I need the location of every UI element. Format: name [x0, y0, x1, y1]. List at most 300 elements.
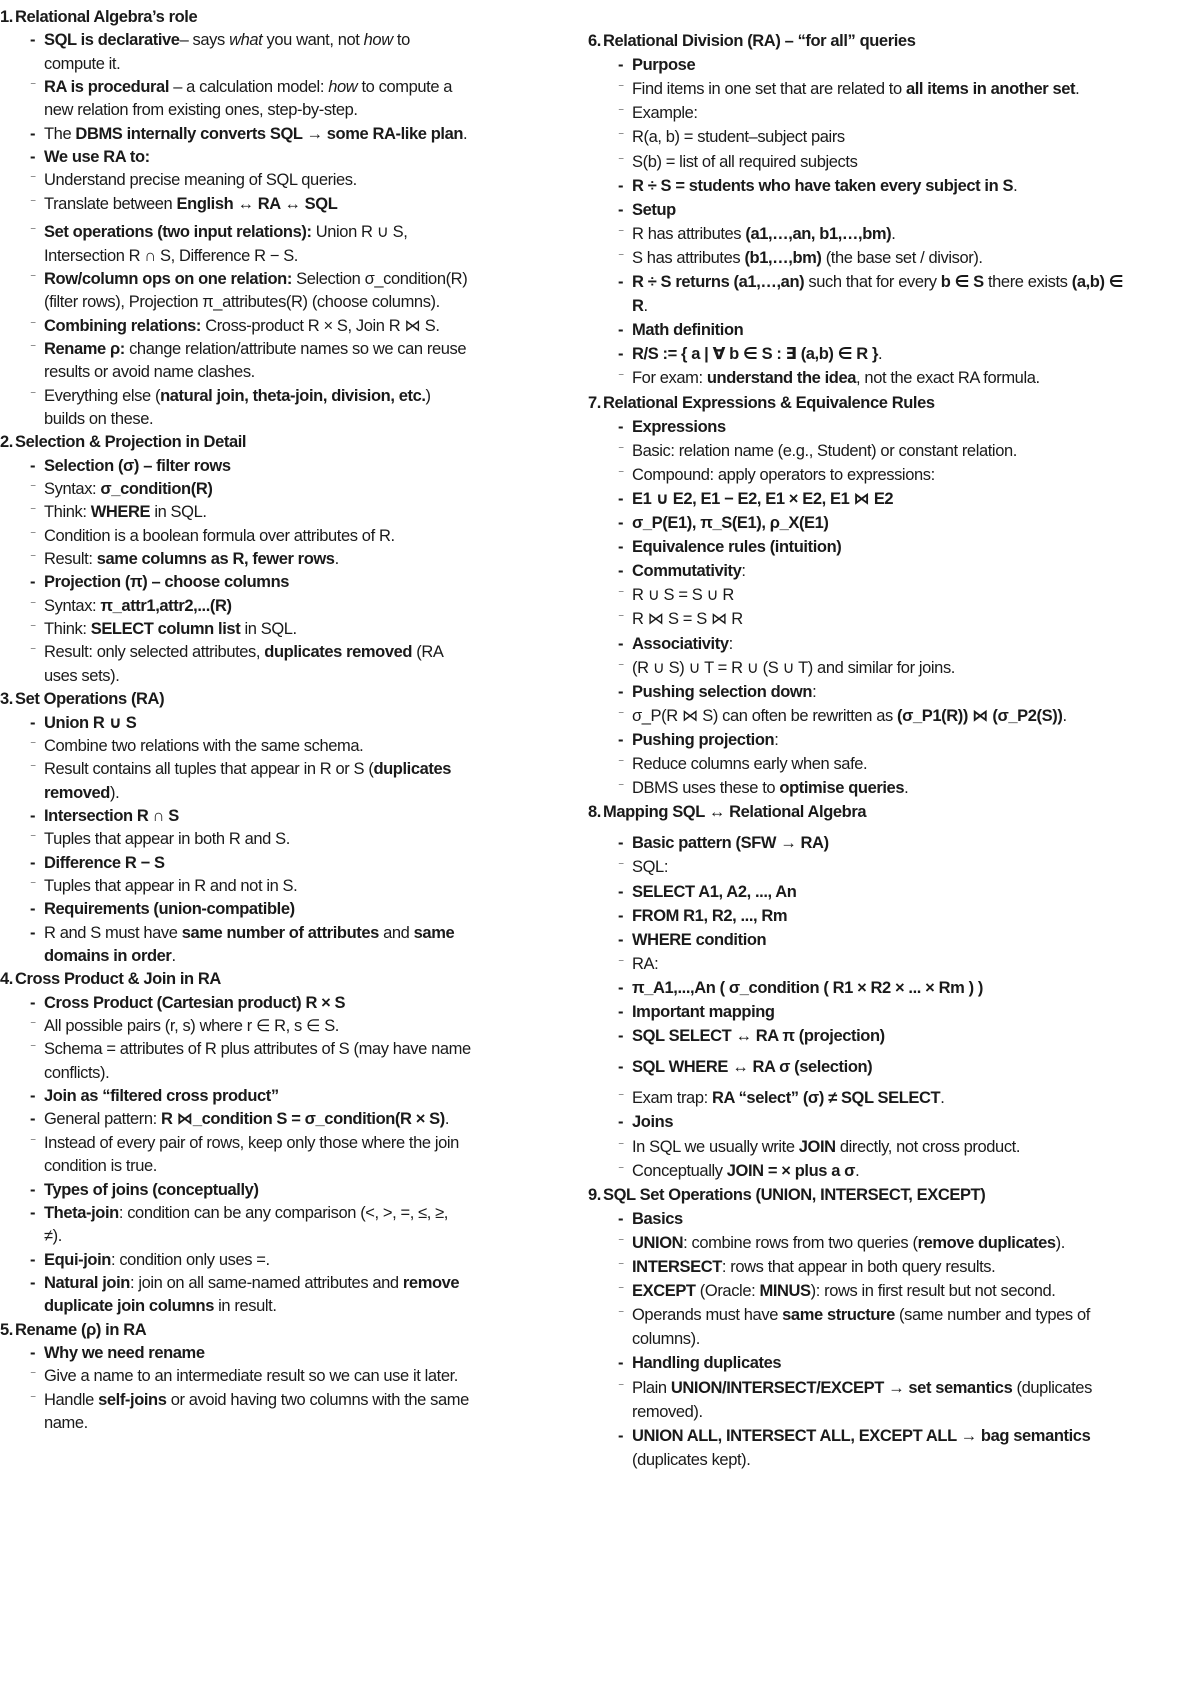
dash-bullet-icon: - [618, 417, 624, 436]
text-run: condition is true. [44, 1157, 157, 1176]
text-run: (a1,…,an, b1,…,bm) [745, 224, 892, 243]
text-run: (same number and types of [894, 1306, 1090, 1325]
text-run: UNION ALL, INTERSECT ALL, EXCEPT ALL → bag semantics [632, 1426, 1091, 1445]
text-run: : [812, 682, 817, 701]
bullet-text [588, 295, 1148, 317]
bullet-line [0, 571, 560, 593]
bullet-line [588, 1136, 1148, 1158]
bullet-line [0, 385, 560, 407]
bullet-text [588, 1025, 1148, 1047]
section-number: 4. [0, 970, 13, 989]
text-run: English ↔ RA ↔ SQL [176, 194, 338, 213]
section-title [603, 1184, 985, 1206]
text-run: . [855, 1161, 860, 1180]
bullet-text [0, 478, 560, 500]
bullet-text [588, 753, 1148, 775]
bullet-text [588, 1232, 1148, 1254]
text-run: (the base set / divisor). [821, 248, 983, 267]
dash-bullet-icon: - [618, 1027, 624, 1046]
bullet-text [588, 832, 1148, 854]
text-run: Understand precise meaning of SQL queries. [44, 171, 357, 190]
bullet-line [588, 512, 1148, 534]
bullet-text [0, 385, 560, 407]
text-run: builds on these. [44, 409, 154, 428]
bullet-text [588, 536, 1148, 558]
bullet-line [588, 1208, 1148, 1230]
text-run: Expressions [632, 417, 726, 436]
text-run: Result: only selected attributes, [44, 643, 265, 662]
bullet-text [588, 464, 1148, 486]
text-run: : [728, 634, 733, 653]
text-run: Tuples that appear in both R and S. [44, 830, 290, 849]
text-run: optimise queries [779, 779, 905, 798]
bullet-line [588, 367, 1148, 389]
text-run: SELECT A1, A2, ..., An [632, 882, 797, 901]
text-run: σ_condition(R) [100, 480, 213, 498]
text-run: The [44, 124, 76, 143]
text-run: R [632, 297, 644, 316]
bullet-text [588, 199, 1148, 221]
bullet-text [588, 729, 1148, 751]
bullet-text [588, 1001, 1148, 1023]
bullet-line [588, 977, 1148, 999]
text-run: JOIN = × plus a σ [726, 1161, 856, 1180]
text-run: (duplicates kept). [632, 1450, 751, 1469]
text-run: what [229, 31, 263, 50]
text-run: ). [109, 783, 120, 802]
bullet-line [588, 832, 1148, 854]
bullet-continuation [0, 245, 560, 267]
bullet-line [588, 1087, 1148, 1109]
text-run: : rows that appear in both query results. [721, 1258, 996, 1276]
bullet-line [588, 657, 1148, 679]
text-run: Associativity [632, 634, 729, 653]
dash-bullet-icon: - [618, 634, 624, 653]
bullet-text [588, 1208, 1148, 1230]
text-run: . [334, 550, 339, 569]
text-run: Pushing selection down [632, 682, 813, 701]
text-run: : join on all same-named attributes and [129, 1273, 403, 1292]
bullet-text [0, 595, 560, 617]
section-title [603, 30, 915, 52]
section-number: 9. [588, 1185, 601, 1204]
text-run: remove duplicates [917, 1233, 1056, 1252]
bullet-text [0, 1389, 560, 1411]
bullet-text [0, 992, 560, 1014]
small-dash-bullet-icon: ⁻ [30, 1017, 36, 1032]
dash-bullet-icon: - [30, 1203, 36, 1222]
bullet-continuation [0, 1225, 560, 1247]
bullet-text [588, 343, 1148, 365]
text-run: : [774, 730, 779, 749]
text-run: DBMS uses these to [632, 779, 780, 798]
bullet-text [0, 361, 560, 383]
text-run: Tuples that appear in R and not in S. [44, 876, 298, 895]
section-title [15, 6, 197, 28]
small-dash-bullet-icon: ⁻ [618, 465, 624, 480]
bullet-line [0, 1202, 560, 1224]
bullet-line [588, 1160, 1148, 1182]
text-run: domains in order [44, 947, 172, 965]
bullet-text [588, 78, 1148, 100]
bullet-line [588, 1352, 1148, 1374]
text-run: how [328, 78, 358, 97]
bullet-line [588, 464, 1148, 486]
small-dash-bullet-icon: ⁻ [618, 1161, 624, 1176]
small-dash-bullet-icon: ⁻ [618, 610, 624, 625]
text-run: RA: [632, 954, 659, 973]
bullet-continuation [588, 1401, 1148, 1423]
bullet-text [0, 875, 560, 897]
text-run: INTERSECT [632, 1258, 722, 1276]
text-run: Condition is a boolean formula over attributes of R. [44, 526, 395, 545]
bullet-line [588, 856, 1148, 878]
text-run: R and S must have [44, 923, 182, 942]
bullet-text [0, 268, 560, 290]
text-run: to [392, 31, 410, 50]
text-run: UNION/INTERSECT/EXCEPT → set semantics [670, 1378, 1013, 1397]
small-dash-bullet-icon: ⁻ [30, 171, 36, 186]
bullet-text [588, 126, 1148, 148]
text-run: all items in another set [905, 80, 1076, 99]
dash-bullet-icon: - [618, 1354, 624, 1373]
bullet-line [0, 548, 560, 570]
dash-bullet-icon: - [30, 1087, 36, 1106]
bullet-text [588, 223, 1148, 245]
bullet-line [588, 488, 1148, 510]
text-run: Important mapping [632, 1003, 775, 1021]
section-number: 6. [588, 32, 601, 50]
text-run: : [741, 562, 746, 581]
bullet-text [0, 618, 560, 640]
bullet-line [0, 29, 560, 51]
bullet-line [588, 881, 1148, 903]
text-run: . [1062, 706, 1067, 725]
text-run: : condition only uses =. [110, 1250, 270, 1269]
text-run: – says [179, 31, 230, 50]
text-run: DBMS internally converts SQL → some RA-like plan [75, 124, 464, 143]
bullet-line [0, 1015, 560, 1037]
text-run: Theta-join [44, 1203, 119, 1222]
text-run: in SQL. [150, 503, 207, 522]
text-run: R ∪ S = S ∪ R [632, 586, 734, 605]
text-run: Intersection R ∩ S, Difference R − S. [44, 246, 298, 265]
text-run: WHERE condition [632, 930, 767, 949]
dash-bullet-icon: - [618, 682, 624, 701]
section-title [15, 431, 246, 453]
bullet-text [0, 758, 560, 780]
text-run: SQL WHERE ↔ RA σ (selection) [632, 1058, 873, 1077]
text-run: Syntax: [44, 480, 101, 498]
bullet-line [0, 315, 560, 337]
bullet-text [0, 1412, 560, 1434]
bullet-line [0, 1342, 560, 1364]
bullet-line [588, 199, 1148, 221]
bullet-text [0, 898, 560, 920]
small-dash-bullet-icon: ⁻ [30, 1367, 36, 1382]
small-dash-bullet-icon: ⁻ [618, 104, 624, 119]
bullet-text [588, 905, 1148, 927]
text-run: SQL Set Operations (UNION, INTERSECT, EXCEPT) [603, 1185, 986, 1204]
text-run: natural join, theta-join, division, etc. [160, 386, 426, 405]
bullet-continuation [0, 53, 560, 75]
text-run: For exam: [632, 369, 707, 388]
text-run: General pattern: [44, 1110, 162, 1129]
text-run: Set Operations (RA) [15, 690, 165, 709]
dash-bullet-icon: - [618, 562, 624, 581]
text-run: . [643, 297, 648, 316]
bullet-text [588, 1352, 1148, 1374]
dash-bullet-icon: - [618, 1426, 624, 1445]
text-run: RA is procedural [44, 78, 170, 97]
text-run: ) [425, 386, 431, 405]
bullet-line [588, 1232, 1148, 1254]
text-run: All possible pairs (r, s) where r ∈ R, s ∈ S. [44, 1017, 339, 1036]
bullet-line [588, 560, 1148, 582]
text-run: Relational Expressions & Equivalence Rules [603, 393, 935, 412]
text-run: Selection (σ) – filter rows [44, 456, 231, 475]
bullet-line [0, 922, 560, 944]
text-run: Natural join [44, 1273, 130, 1292]
text-run: you want, not [262, 31, 364, 50]
text-run: Rename ρ: [44, 339, 125, 358]
text-run: Conceptually [632, 1161, 727, 1180]
bullet-text [0, 1342, 560, 1364]
dash-bullet-icon: - [30, 806, 36, 825]
small-dash-bullet-icon: ⁻ [30, 480, 36, 494]
text-run: in result. [213, 1297, 277, 1316]
text-run: SQL SELECT ↔ RA π (projection) [632, 1027, 885, 1046]
bullet-text [0, 1272, 560, 1294]
bullet-text [0, 221, 560, 243]
bullet-line [0, 618, 560, 640]
small-dash-bullet-icon: ⁻ [30, 78, 36, 93]
text-run: Give a name to an intermediate result so we can use it later. [44, 1367, 458, 1386]
bullet-continuation [0, 1295, 560, 1317]
bullet-line [588, 343, 1148, 365]
bullet-line [0, 169, 560, 191]
text-run: such that for every [804, 273, 941, 291]
dash-bullet-icon: - [618, 489, 624, 508]
bullet-line [0, 525, 560, 547]
text-run: S has attributes [632, 248, 745, 267]
text-run: In SQL we usually write [632, 1137, 799, 1156]
dash-bullet-icon: - [30, 923, 36, 942]
text-run: R ⋈_condition S = σ_condition(R × S) [161, 1110, 445, 1129]
text-run: SQL is declarative [44, 31, 180, 50]
bullet-text [0, 571, 560, 593]
bullet-continuation [588, 295, 1148, 317]
text-run: Purpose [632, 56, 696, 75]
dash-bullet-icon: - [618, 321, 624, 340]
text-run: Result contains all tuples that appear in R or S ( [44, 760, 374, 779]
small-dash-bullet-icon: ⁻ [618, 1258, 624, 1272]
text-run: same columns as R, fewer rows [96, 550, 335, 569]
text-run: R ⋈ S = S ⋈ R [632, 610, 743, 629]
text-run: in SQL. [240, 620, 297, 639]
text-run: WHERE [90, 503, 151, 522]
dash-bullet-icon: - [618, 834, 624, 853]
text-run: duplicates [373, 760, 452, 779]
dash-bullet-icon: - [30, 573, 36, 592]
dash-bullet-icon: - [618, 882, 624, 901]
text-run: R ÷ S = students who have taken every subject in S [632, 176, 1014, 195]
text-run: same [413, 923, 455, 942]
bullet-line [0, 712, 560, 734]
bullet-continuation [0, 291, 560, 313]
text-run: R ÷ S returns (a1,…,an) [632, 273, 805, 291]
dash-bullet-icon: - [30, 1180, 36, 1199]
bullet-text [0, 665, 560, 687]
text-run: σ_P(R ⋈ S) can often be rewritten as [632, 706, 897, 725]
text-run: . [463, 124, 468, 143]
small-dash-bullet-icon: ⁻ [30, 386, 36, 401]
bullet-line [588, 1280, 1148, 1302]
small-dash-bullet-icon: ⁻ [618, 1137, 624, 1152]
bullet-text [588, 608, 1148, 630]
bullet-line [588, 729, 1148, 751]
dash-bullet-icon: - [618, 1003, 624, 1021]
text-run: SQL: [632, 858, 669, 877]
small-dash-bullet-icon: ⁻ [618, 1282, 624, 1297]
bullet-line [0, 221, 560, 243]
small-dash-bullet-icon: ⁻ [30, 1040, 36, 1055]
text-run: RA “select” (σ) ≠ SQL SELECT [711, 1089, 941, 1108]
bullet-text [0, 245, 560, 267]
text-run: : condition can be any comparison (<, >, =, ≤, ≥, [118, 1203, 448, 1222]
text-run: (b1,…,bm) [744, 248, 822, 267]
text-run: Equi-join [44, 1250, 111, 1269]
bullet-line [0, 501, 560, 523]
bullet-line [0, 1365, 560, 1387]
bullet-line [0, 1108, 560, 1130]
text-run: Syntax: [44, 596, 101, 615]
bullet-text [0, 1225, 560, 1247]
dash-bullet-icon: - [30, 993, 36, 1012]
bullet-line [588, 953, 1148, 975]
bullet-line [0, 478, 560, 500]
bullet-line [588, 1304, 1148, 1326]
bullet-continuation [0, 361, 560, 383]
section-title [603, 392, 935, 414]
text-run: remove [402, 1273, 460, 1292]
bullet-text [0, 1179, 560, 1201]
small-dash-bullet-icon: ⁻ [618, 779, 624, 794]
small-dash-bullet-icon: ⁻ [30, 620, 36, 635]
bullet-text [588, 319, 1148, 341]
bullet-text [0, 169, 560, 191]
bullet-text [588, 512, 1148, 534]
bullet-text [588, 1136, 1148, 1158]
text-run: Basics [632, 1209, 683, 1228]
text-run: ). [1055, 1233, 1065, 1252]
text-run: results or avoid name clashes. [44, 363, 255, 382]
bullet-line [588, 416, 1148, 438]
small-dash-bullet-icon: ⁻ [618, 1306, 624, 1321]
bullet-line [0, 146, 560, 168]
text-run: Schema = attributes of R plus attributes of S (may have name [44, 1040, 471, 1059]
bullet-line [588, 1111, 1148, 1133]
text-run: Combining relations: [44, 316, 202, 335]
dash-bullet-icon: - [618, 1058, 624, 1077]
bullet-line [588, 126, 1148, 148]
small-dash-bullet-icon: ⁻ [30, 223, 36, 238]
small-dash-bullet-icon: ⁻ [618, 128, 624, 143]
bullet-line [0, 852, 560, 874]
bullet-text [0, 501, 560, 523]
bullet-text [0, 735, 560, 757]
bullet-text [588, 1280, 1148, 1302]
bullet-text [0, 338, 560, 360]
bullet-text [0, 782, 560, 804]
small-dash-bullet-icon: ⁻ [618, 586, 624, 601]
bullet-text [0, 1132, 560, 1154]
bullet-text [0, 1202, 560, 1224]
section-title [603, 801, 866, 823]
dash-bullet-icon: - [30, 124, 36, 143]
text-run: Result: [44, 550, 97, 569]
text-run: uses sets). [44, 666, 120, 685]
text-run: Difference R − S [44, 853, 165, 872]
small-dash-bullet-icon: ⁻ [30, 643, 36, 658]
bullet-text [0, 1295, 560, 1317]
section-title [15, 1319, 146, 1341]
bullet-text [0, 99, 560, 121]
text-run: . [171, 947, 176, 965]
text-run: new relation from existing ones, step-by-step. [44, 101, 358, 120]
text-run: Projection (π) – choose columns [44, 573, 290, 592]
small-dash-bullet-icon: ⁻ [30, 876, 36, 891]
text-run: Join as “filtered cross product” [44, 1087, 279, 1106]
bullet-text [588, 367, 1148, 389]
bullet-continuation [0, 665, 560, 687]
bullet-text [0, 53, 560, 75]
text-run: Basic: relation name (e.g., Student) or constant relation. [632, 441, 1017, 460]
bullet-text [0, 852, 560, 874]
bullet-line [0, 455, 560, 477]
bullet-text [588, 1056, 1148, 1078]
bullet-text [0, 1038, 560, 1060]
text-run: π_A1,...,An ( σ_condition ( R1 × R2 × ... × Rm ) ) [632, 978, 983, 997]
text-run: MINUS [759, 1282, 811, 1301]
text-run: Setup [632, 200, 676, 219]
text-run: . [1013, 176, 1018, 195]
text-run: same structure [782, 1306, 895, 1325]
text-run: there exists [983, 273, 1072, 291]
dash-bullet-icon: - [30, 456, 36, 475]
text-run: columns). [632, 1330, 700, 1349]
bullet-text [0, 712, 560, 734]
dash-bullet-icon: - [618, 538, 624, 557]
bullet-text [0, 548, 560, 570]
bullet-line [588, 1025, 1148, 1047]
text-run: π_attr1,attr2,...(R) [100, 596, 232, 615]
bullet-line [588, 608, 1148, 630]
bullet-text [588, 929, 1148, 951]
text-run: , not the exact RA formula. [856, 369, 1040, 388]
text-run: (RA [412, 643, 444, 662]
text-run: Why we need rename [44, 1343, 205, 1362]
small-dash-bullet-icon: ⁻ [30, 596, 36, 611]
text-run: S(b) = list of all required subjects [632, 152, 858, 171]
bullet-text [588, 633, 1148, 655]
text-run: Types of joins (conceptually) [44, 1180, 259, 1199]
bullet-line [0, 1389, 560, 1411]
bullet-text [0, 29, 560, 51]
text-run: to compute a [357, 78, 453, 97]
text-run: SELECT column list [90, 620, 241, 639]
dash-bullet-icon: - [30, 1343, 36, 1362]
